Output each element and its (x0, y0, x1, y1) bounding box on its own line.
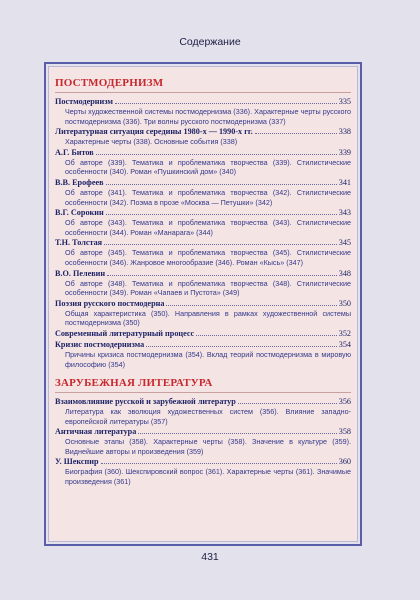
entry-title: У. Шекспир (55, 457, 99, 467)
entry-page: 354 (338, 339, 351, 349)
dot-leader (106, 214, 337, 215)
toc-content (48, 66, 358, 542)
dot-leader (115, 103, 337, 104)
entry-description: Причины кризиса постмодернизма (354). Вклад теорий постмодернизма в мировую философию (354) (65, 349, 351, 369)
entry-description: Биография (360). Шекспировский вопрос (361). Характерные черты (361). Значимые произведения (361) (65, 467, 351, 487)
entry-description: Общая характеристика (350). Направления в рамках художественной системы постмодернизма (350) (65, 308, 351, 328)
entry-description: Характерные черты (338). Основные события (338) (65, 137, 238, 147)
dot-leader (106, 184, 337, 185)
entry-page: 338 (338, 127, 351, 137)
toc-entry[interactable] (55, 97, 351, 126)
dot-leader (138, 433, 336, 434)
toc-entry[interactable] (55, 427, 351, 456)
toc-entry[interactable] (55, 340, 351, 369)
entry-description: Литература как эволюция художественных систем (356). Влияние западно-европейской литературы (357) (65, 407, 351, 426)
toc-entry[interactable] (55, 178, 351, 207)
toc-entry[interactable] (55, 127, 351, 147)
entry-title: В.О. Пелевин (55, 268, 106, 278)
dot-leader (101, 463, 337, 464)
toc-entry[interactable] (55, 238, 351, 267)
entry-page: 356 (338, 397, 351, 407)
entry-title: В.Г. Сорокин (55, 208, 104, 218)
dot-leader (255, 133, 337, 134)
entry-page: 360 (338, 457, 351, 467)
toc-frame (44, 62, 362, 546)
entry-description: Об авторе (348). Тематика и проблематика творчества (348). Стилистические особенности (349). Роман «Чапаев и Пустота» (349) (65, 278, 351, 298)
entry-title: Кризис постмодернизма (55, 339, 145, 349)
dot-leader (166, 305, 336, 306)
dot-leader (107, 275, 337, 276)
entry-title: Т.Н. Толстая (55, 238, 103, 248)
entry-title: Современный литературный процесс (55, 328, 195, 338)
entry-title: Поэзия русского постмодерна (55, 298, 165, 308)
dot-leader (196, 335, 337, 336)
entry-page: 350 (338, 298, 351, 308)
section-heading: ЗАРУБЕЖНАЯ ЛИТЕРАТУРА (55, 377, 351, 393)
toc-entry[interactable] (55, 208, 351, 237)
entry-description: Об авторе (341). Тематика и проблематика творчества (342). Стилистические особенности (342). Поэма в прозе «Москва — Петушки» (342) (65, 187, 351, 207)
toc-entry[interactable] (55, 148, 351, 177)
entry-title: В.В. Ерофеев (55, 177, 104, 187)
entry-page: 348 (338, 268, 351, 278)
entry-description: Об авторе (345). Тематика и проблематика творчества (345). Стилистические особенности (346). Жанровое многообразие (346). Роман «Кысь» (347) (65, 248, 351, 267)
toc-entry[interactable] (55, 269, 351, 298)
entry-page: 358 (338, 427, 351, 437)
toc-entry[interactable] (55, 299, 351, 328)
dot-leader (238, 403, 337, 404)
entry-description: Основные этапы (358). Характерные черты (358). Значение в культуре (359). Виднейшие авторы и произведения (359) (65, 437, 351, 456)
running-header: Содержание (179, 36, 241, 48)
toc-entry[interactable] (55, 329, 351, 339)
entry-page: 345 (338, 238, 351, 248)
entry-page: 339 (338, 147, 351, 157)
dot-leader (96, 154, 337, 155)
entry-description: Черты художественной системы постмодернизма (336). Характерные черты русского постмодернизма (336). Три волны русского постмодернизма (337) (65, 107, 351, 126)
entry-title: А.Г. Битов (55, 147, 94, 157)
page-number: 431 (201, 551, 219, 563)
entry-description: Об авторе (339). Тематика и проблематика творчества (339). Стилистические особенности (340). Роман «Пушкинский дом» (340) (65, 157, 351, 177)
entry-page: 352 (338, 328, 351, 338)
entry-title: Античная литература (55, 427, 137, 437)
entry-description: Об авторе (343). Тематика и проблематика творчества (343). Стилистические особенности (344). Роман «Манарага» (344) (65, 218, 351, 237)
dot-leader (104, 244, 337, 245)
entry-page: 341 (338, 177, 351, 187)
section-heading: ПОСТМОДЕРНИЗМ (55, 77, 351, 93)
entry-title: Постмодернизм (55, 97, 113, 106)
toc-entry[interactable] (55, 457, 351, 486)
entry-title: Взаимовлияние русской и зарубежной литератур (55, 397, 236, 407)
dot-leader (146, 346, 336, 347)
entry-page: 335 (338, 97, 351, 106)
toc-entry[interactable] (55, 397, 351, 426)
entry-page: 343 (338, 208, 351, 218)
entry-title: Литературная ситуация середины 1980-х — 1990-х гг. (55, 127, 253, 137)
